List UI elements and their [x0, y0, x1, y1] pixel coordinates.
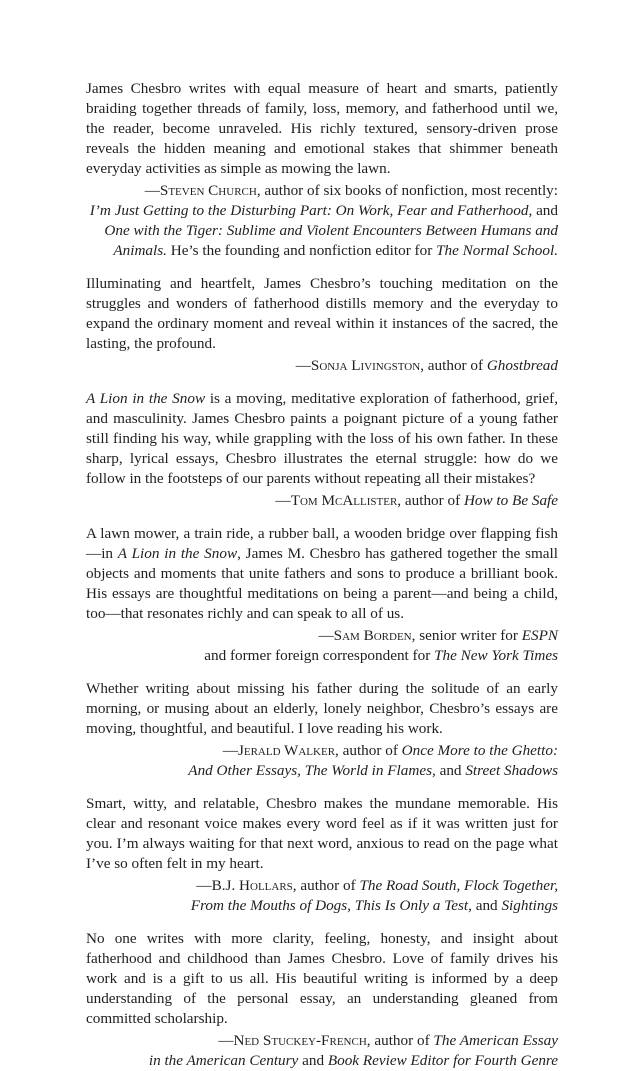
text-run: is a moving, meditative exploration of fatherhood, grief, and masculinity. James Chesbro paints a poignant picture of a young father still finding his way, while grappling with the loss of his own father. In these sharp, lyrical essays, Chesbro illustrates the eternal struggle: how do we follow in the footsteps of our parents without repeating all their mistakes? [86, 390, 558, 487]
attribution-line [86, 201, 558, 221]
italic-title: Street Shadows [465, 762, 558, 779]
text-run: — [144, 182, 160, 199]
italic-title: Ghostbread [486, 357, 558, 374]
text-run: A lawn mower, a train ride, a rubber ball, a wooden bridge over flapping fish—in [86, 525, 558, 562]
attribution-line [86, 1051, 558, 1071]
italic-title: ESPN [521, 627, 558, 644]
blurb [86, 524, 558, 666]
text-run: Whether writing about missing his father during the solitude of an early morning, or musing about an elderly, lonely neighbor, Chesbro’s essays are moving, thoughtful, and beautiful. I love reading his work. [86, 680, 558, 737]
text-run: James Chesbro writes with equal measure of heart and smarts, patiently braiding together threads of family, loss, memory, and fatherhood until we, the reader, become unraveled. His richly textured, sensory-driven prose reveals the hidden meaning and emotional stakes that shimmer beneath everyday activities as simple as mowing the lawn. [86, 80, 558, 177]
author-name: Sam Borden [333, 627, 412, 644]
text-run: and [435, 762, 466, 779]
attribution-line [86, 491, 558, 511]
text-run: He’s the founding and nonfiction editor for [166, 242, 437, 259]
attribution-line [86, 876, 558, 896]
blurb-attribution [86, 1031, 558, 1071]
text-run: No one writes with more clarity, feeling, honesty, and insight about fatherhood and childhood than James Chesbro. Love of family drives his work and is a gift to us all. His beautiful writing is informed by a deep understanding of the personal essay, an understanding gleaned from committed scholarship. [86, 930, 558, 1027]
text-run: — [275, 492, 291, 509]
attribution-line [86, 1031, 558, 1051]
text-run: and [532, 202, 558, 219]
blurb-attribution [86, 491, 558, 511]
blurb-attribution [86, 181, 558, 261]
attribution-line [86, 761, 558, 781]
attribution-line [86, 626, 558, 646]
text-run: — [222, 742, 238, 759]
italic-title: The Road South, Flock Together, [359, 877, 558, 894]
italic-title: Once More to the Ghetto: [401, 742, 558, 759]
text-run: , author of [397, 492, 464, 509]
italic-title: The American Essay [433, 1032, 558, 1049]
blurb-attribution [86, 626, 558, 666]
blurb-quote [86, 274, 558, 354]
blurb [86, 794, 558, 916]
text-run: — [318, 627, 334, 644]
blurb-quote [86, 929, 558, 1029]
text-run: — [295, 357, 311, 374]
blurb-list [86, 79, 558, 1071]
text-run: and former foreign correspondent for [204, 647, 435, 664]
blurb-attribution [86, 356, 558, 376]
italic-title: I’m Just Getting to the Disturbing Part: On Work, Fear and Fatherhood, [89, 202, 533, 219]
blurb [86, 679, 558, 781]
text-run: — [196, 877, 212, 894]
italic-title: From the Mouths of Dogs, This Is Only a Test, [190, 897, 472, 914]
author-name: Jerald Walker [237, 742, 336, 759]
text-run: Smart, witty, and relatable, Chesbro makes the mundane memorable. His clear and resonant voice makes every word feel as if it was written just for you. I’m always waiting for that next word, anxious to read on the page what I’ve so often felt in my heart. [86, 795, 558, 872]
blurb-quote [86, 389, 558, 489]
italic-title: Book Review Editor for Fourth Genre [327, 1052, 558, 1069]
author-name: Sonja Livingston [310, 357, 421, 374]
italic-title: The Normal School. [436, 242, 558, 259]
italic-title: A Lion in the Snow [86, 390, 206, 407]
author-name: Ned Stuckey-French [233, 1032, 367, 1049]
author-name: Steven Church [159, 182, 257, 199]
attribution-line [86, 896, 558, 916]
italic-title: And Other Essays, The World in Flames, [188, 762, 436, 779]
blurb [86, 389, 558, 511]
text-run: and [298, 1052, 328, 1069]
italic-title: One with the Tiger: Sublime and Violent Encounters Between Humans and Animals. [104, 222, 558, 259]
text-run: — [218, 1032, 234, 1049]
text-run: , James M. Chesbro has gathered together the small objects and moments that unite fathers and sons to produce a brilliant book. His essays are thoughtful meditations on being a parent—and being a child, too—that resonates richly and can speak to all of us. [86, 545, 558, 622]
blurb [86, 274, 558, 376]
attribution-line [86, 356, 558, 376]
blurb-attribution [86, 741, 558, 781]
blurb [86, 929, 558, 1071]
attribution-line [86, 221, 558, 261]
blurb [86, 79, 558, 261]
blurb-quote [86, 79, 558, 179]
attribution-line [86, 181, 558, 201]
text-run: , author of [420, 357, 487, 374]
attribution-line [86, 741, 558, 761]
attribution-line [86, 646, 558, 666]
text-run: , author of [366, 1032, 434, 1049]
text-run: Illuminating and heartfelt, James Chesbro’s touching meditation on the struggles and wonders of fatherhood distills memory and the everyday to expand the ordinary moment and reveal within it instances of the sacred, the lasting, the profound. [86, 275, 558, 352]
italic-title: Sightings [501, 897, 558, 914]
blurb-quote [86, 794, 558, 874]
text-run: and [471, 897, 502, 914]
author-name: Tom McAllister [290, 492, 398, 509]
italic-title: A Lion in the Snow [117, 545, 238, 562]
blurb-quote [86, 679, 558, 739]
italic-title: The New York Times [434, 647, 558, 664]
text-run: , senior writer for [411, 627, 522, 644]
text-run: , author of [335, 742, 402, 759]
blurb-attribution [86, 876, 558, 916]
blurb-quote [86, 524, 558, 624]
author-name: B.J. Hollars [211, 877, 293, 894]
text-run: , author of six books of nonfiction, most recently: [256, 182, 558, 199]
italic-title: in the American Century [148, 1052, 299, 1069]
italic-title: How to Be Safe [463, 492, 558, 509]
text-run: , author of [292, 877, 360, 894]
